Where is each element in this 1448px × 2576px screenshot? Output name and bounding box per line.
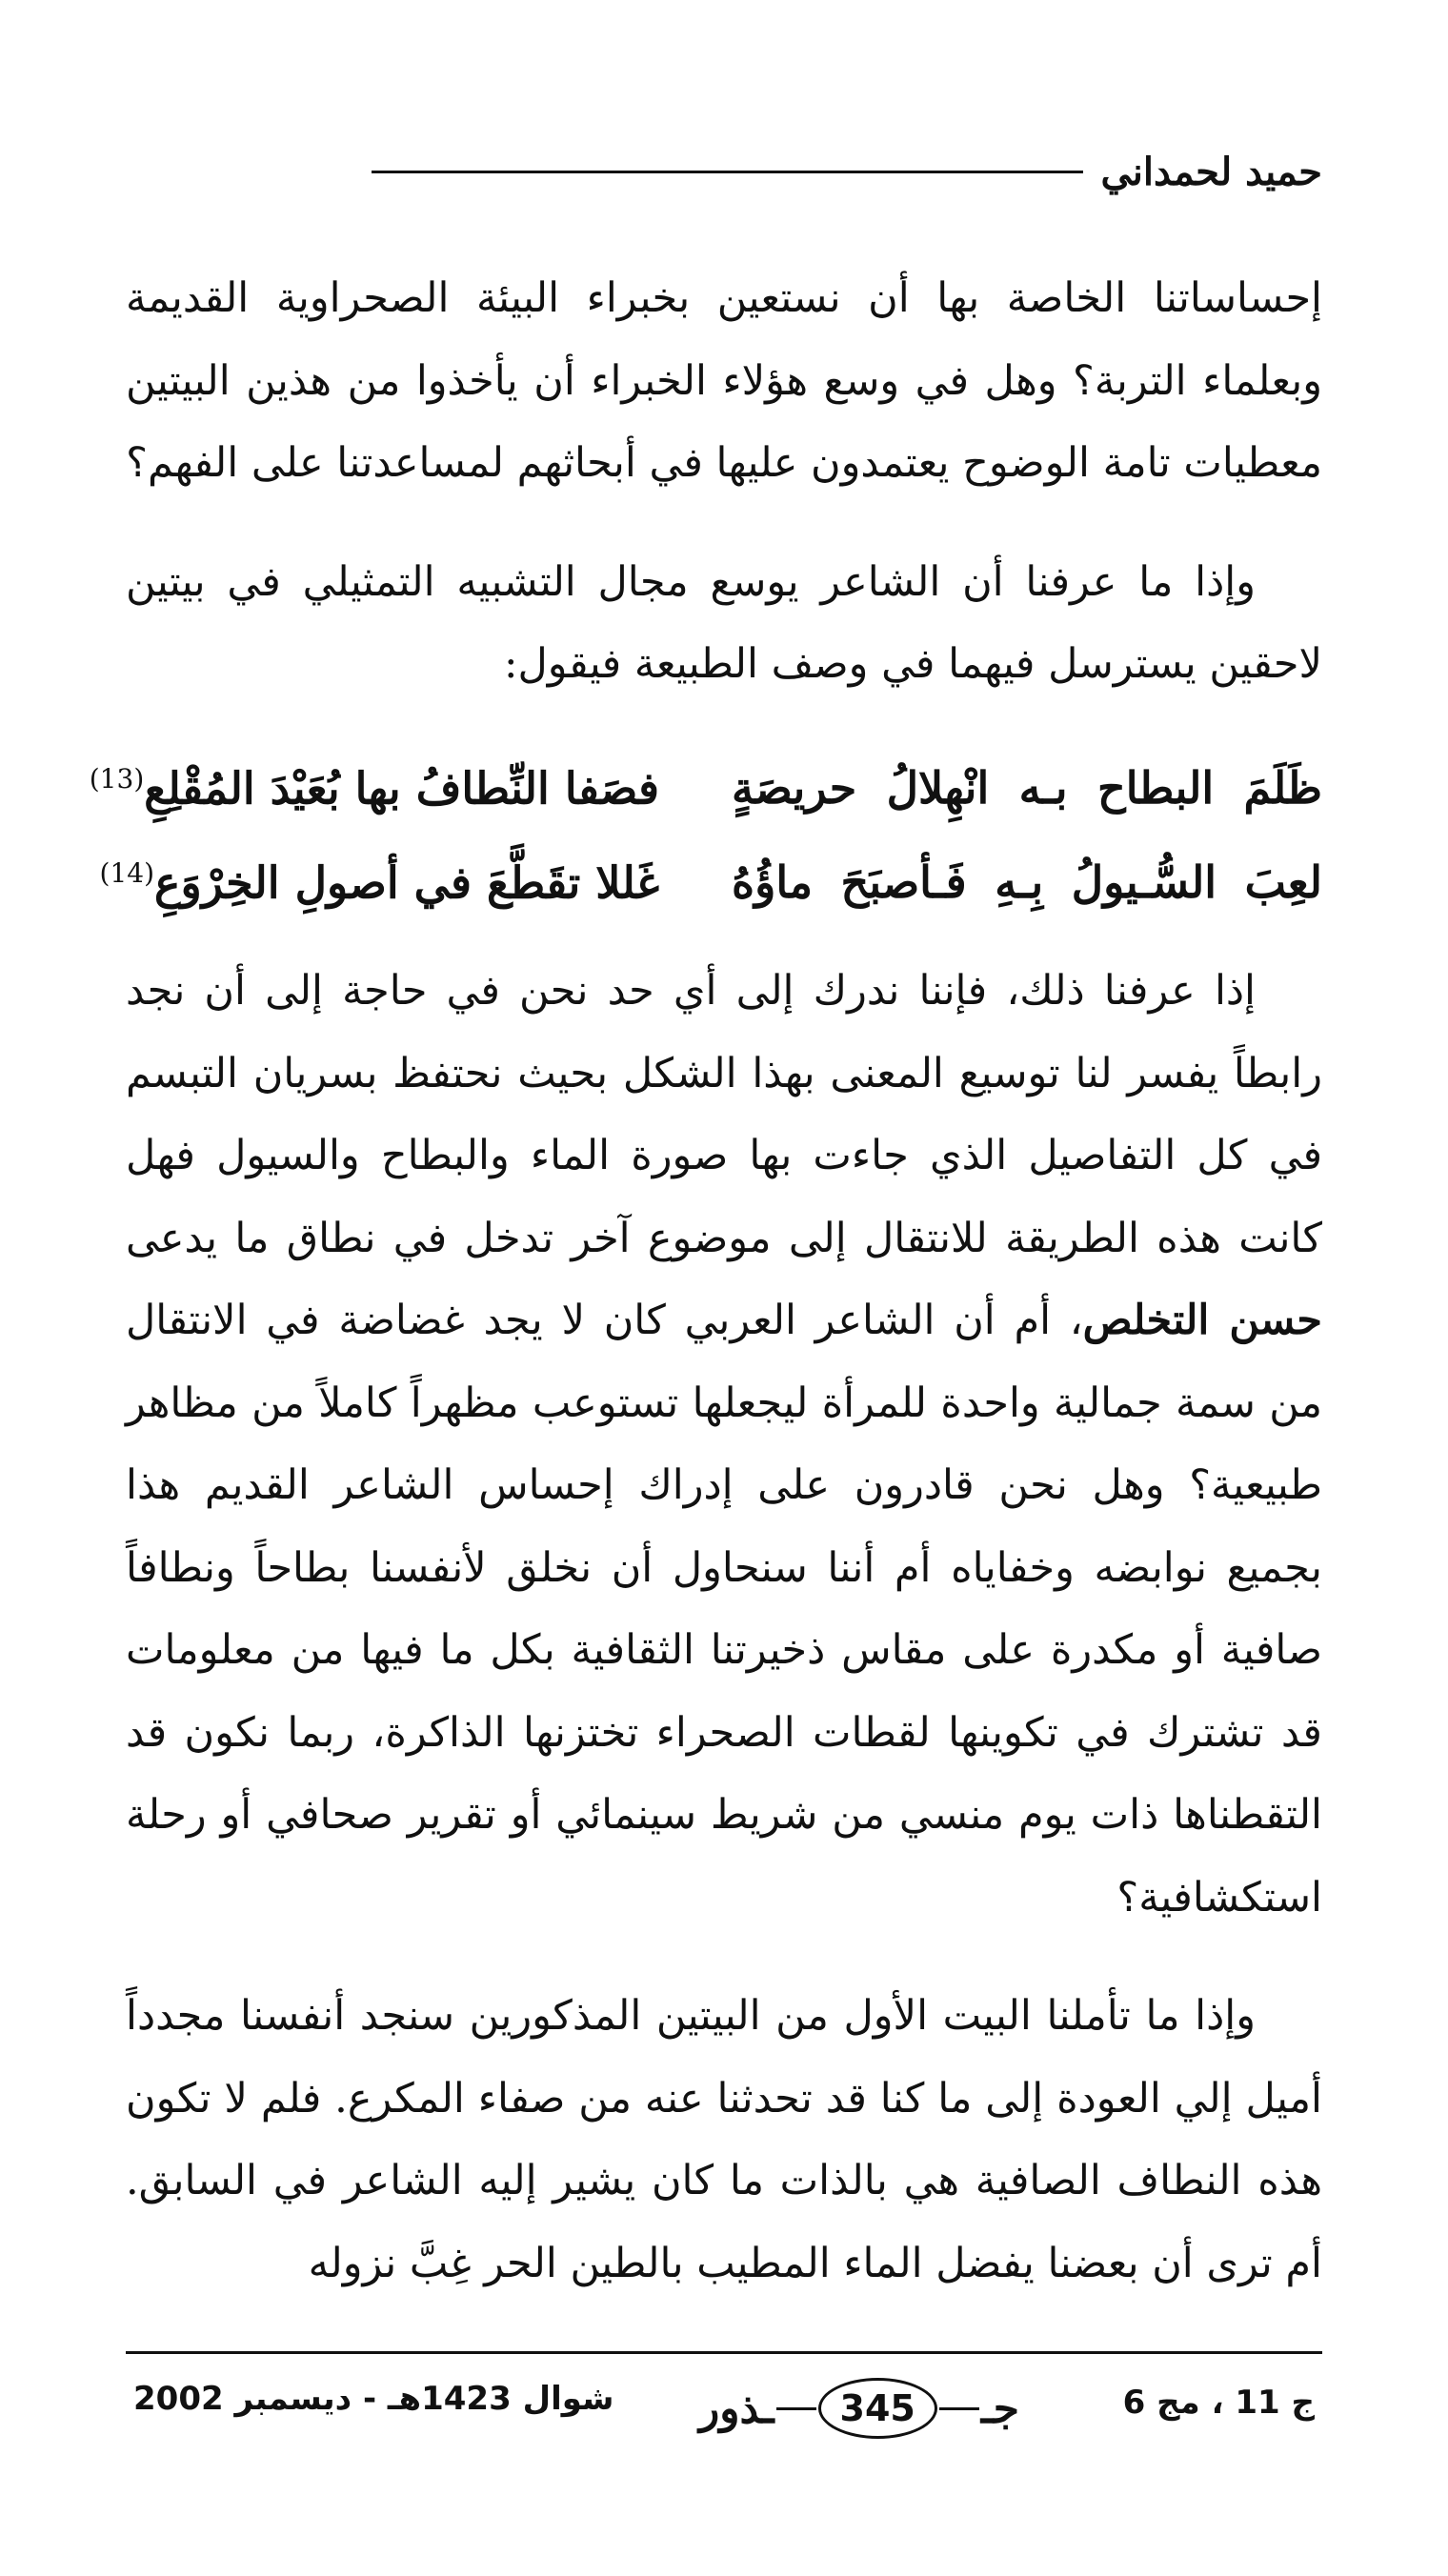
verse-2-first-hemistich: لعِبَ السُّـيولُ بِـهِ فَـأصبَحَ ماؤُهُ xyxy=(732,856,1322,909)
paragraph-3-text-a: إذا عرفنا ذلك، فإننا ندرك إلى أي حد نحن في حاجة إلى أن نجد رابطاً يفسر لنا توسيع المعنى بهذا الشكل بحيث نحتفظ بسريان التبسم في كل التفاصيل الذي جاءت بها صورة الماء والبطاح والسيول فهل كانت هذه الطريقة للانتقال إلى موضوع آخر تدخل في نطاق ما يدعى xyxy=(126,967,1322,1262)
verse-line-2 xyxy=(99,831,1322,925)
footnote-marker-14: (14) xyxy=(99,856,155,889)
article-body xyxy=(89,257,1322,2304)
verse-1-first-hemistich: ظَلَمَ البطاح بـه انْهِلالُ حريصَةٍ xyxy=(732,761,1322,814)
journal-stroke-left xyxy=(776,2407,816,2410)
issue-date: شوال 1423هـ - ديسمبر 2002 xyxy=(133,2380,614,2418)
verse-1-second-text: فصَفا النِّطافُ بها بُعَيْدَ المُقْلِعِ xyxy=(144,761,659,814)
header-rule xyxy=(372,171,1083,173)
paragraph-1: إحساساتنا الخاصة بها أن نستعين بخبراء البيئة الصحراوية القديمة وبعلماء التربة؟ وهل في وسع هؤلاء الخبراء أن يأخذوا من هذين البيتين معطيات تامة الوضوح يعتمدون عليها في أبحاثهم لمساعدتنا على الفهم؟ xyxy=(126,274,1322,487)
journal-name-start: جـ xyxy=(980,2384,1019,2433)
footnote-marker-13: (13) xyxy=(89,762,145,795)
verse-2-second-text: غَللا تقَطَّعَ في أصولِ الخِرْوَعِ xyxy=(154,856,659,909)
running-header xyxy=(372,143,1322,200)
paragraph-3-text-b: ، أم أن الشاعر العربي كان لا يجد غضاضة في الانتقال من سمة جمالية واحدة للمرأة ليجعلها تستوعب مظهراً كاملاً من مظاهر طبيعية؟ وهل نحن قادرون على إدراك إحساس الشاعر القديم هذا بجميع نوابضه وخفاياه أم أننا سنحاول أن نخلق لأنفسنا بطاحاً ونطافاً صافية أو مكدرة على مقاس ذخيرتنا الثقافية بكل ما فيها من معلومات قد تشترك في تكوينها لقطات الصحراء تختزنها الذاكرة، ربما نكون قد التقطناها ذات يوم منسي من شريط سينمائي أو تقرير صحافي أو رحلة استكشافية؟ xyxy=(126,1297,1322,1922)
journal-name-end: ـذور xyxy=(699,2384,774,2433)
verse-2-second-hemistich xyxy=(99,831,659,925)
paragraph-3 xyxy=(126,950,1322,1939)
author-name: حميد لحمداني xyxy=(1100,149,1322,194)
verse-line-1 xyxy=(89,736,1322,831)
journal-mark xyxy=(659,2370,1059,2446)
verse-1-second-hemistich xyxy=(89,736,659,831)
verse-block xyxy=(89,736,1322,926)
page-number: 345 xyxy=(818,2378,937,2439)
bold-term: حسن التخلص xyxy=(1082,1297,1322,1345)
journal-stroke-right xyxy=(939,2407,979,2410)
issue-volume: ج 11 ، مج 6 xyxy=(1122,2384,1315,2422)
page-footer xyxy=(126,2370,1322,2456)
paragraph-4: وإذا ما تأملنا البيت الأول من البيتين المذكورين سنجد أنفسنا مجدداً أميل إلي العودة إلى ما كنا قد تحدثنا عنه من صفاء المكرع. فلم لا تكون هذه النطاف الصافية هي بالذات ما كان يشير إليه الشاعر في السابق. أم ترى أن بعضنا يفضل الماء المطيب بالطين الحر غِبَّ نزوله xyxy=(126,1992,1322,2287)
paragraph-2: وإذا ما عرفنا أن الشاعر يوسع مجال التشبيه التمثيلي في بيتين لاحقين يسترسل فيهما في وصف الطبيعة فيقول: xyxy=(126,557,1322,688)
footer-rule xyxy=(126,2351,1322,2354)
